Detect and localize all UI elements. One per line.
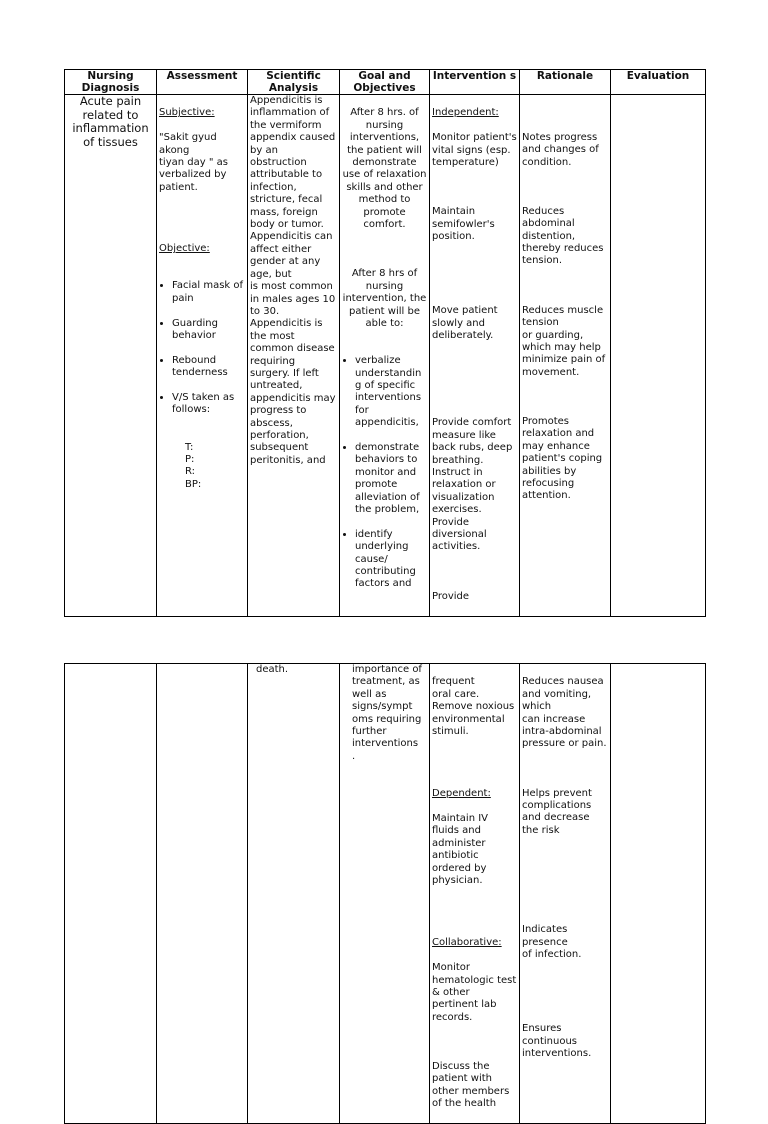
diagnosis-cell bbox=[65, 95, 157, 617]
evaluation-cell-cont bbox=[611, 664, 706, 1124]
evaluation-cell bbox=[611, 95, 706, 617]
objective-list bbox=[159, 268, 245, 429]
goals-cell bbox=[340, 95, 430, 617]
goal-1: After 8 hrs. of nursing interventions, the patient will demonstrate use of relaxation skills and other method to promote comfort. bbox=[342, 107, 427, 231]
list-item: • V/S taken as follows: bbox=[172, 392, 245, 417]
care-plan-table-page2 bbox=[64, 663, 706, 1124]
list-item: • identify underlying cause/ contributing factors and bbox=[355, 529, 427, 591]
diagnosis-text: Acute pain related to inflammation of tissues bbox=[72, 94, 149, 149]
rationale-3: Reduces muscle tension or guarding, which may help minimize pain of movement. bbox=[522, 304, 606, 378]
header-nursing-diagnosis: Nursing Diagnosis bbox=[65, 70, 157, 95]
care-plan-table-page1 bbox=[64, 69, 706, 617]
list-item: • Guarding behavior bbox=[172, 318, 245, 343]
vitals-list: T: P: R: BP: bbox=[185, 441, 202, 490]
analysis-cell-cont: death. bbox=[248, 664, 340, 1124]
table-row bbox=[65, 95, 706, 617]
assessment-cell-cont bbox=[157, 664, 248, 1124]
interventions-cell bbox=[430, 95, 520, 617]
list-item: • demonstrate behaviors to monitor and promote alleviation of the problem, bbox=[355, 442, 427, 516]
rationale-cont-4: Ensures continuous interventions. bbox=[522, 1023, 592, 1059]
intervention-5: Provide bbox=[432, 590, 470, 602]
header-scientific-analysis: Scientific Analysis bbox=[248, 70, 340, 95]
rationale-cell bbox=[520, 95, 611, 617]
subjective-text: "Sakit gyud akong tiyan day " as verbalized by patient. bbox=[159, 132, 228, 193]
goal-2: After 8 hrs of nursing intervention, the patient will be able to: bbox=[342, 268, 427, 329]
rationale-1: Notes progress and changes of condition. bbox=[522, 131, 599, 168]
subjective-label: Subjective: bbox=[159, 107, 215, 119]
diagnosis-cell-cont bbox=[65, 664, 157, 1124]
list-item: • verbalize understandin g of specific interventions for appendicitis, bbox=[355, 355, 427, 429]
intervention-2: Maintain semifowler's position. bbox=[432, 206, 495, 243]
list-item: • Rebound tenderness bbox=[172, 355, 245, 380]
list-item: • Facial mask of pain bbox=[172, 280, 245, 305]
rationale-2: Reduces abdominal distention, thereby reduces tension. bbox=[522, 205, 604, 267]
header-rationale: Rationale bbox=[520, 70, 611, 95]
dependent-label: Dependent: bbox=[432, 788, 491, 800]
independent-label: Independent: bbox=[432, 107, 499, 119]
intervention-1: Monitor patient's vital signs (esp. temperature) bbox=[432, 132, 517, 169]
interventions-cell-cont bbox=[430, 664, 520, 1124]
rationale-cont-1: Reduces nausea and vomiting, which can increase intra-abdominal pressure or pain. bbox=[522, 676, 607, 750]
table-row bbox=[65, 664, 706, 1124]
intervention-4: Provide comfort measure like back rubs, deep breathing. Instruct in relaxation or visualization exercises. Provide diversional activities. bbox=[432, 417, 513, 553]
objective-label: Objective: bbox=[159, 243, 210, 255]
collaborative-1: Monitor hematologic test & other pertinent lab records. bbox=[432, 962, 517, 1023]
dependent-intervention: Maintain IV fluids and administer antibiotic ordered by physician. bbox=[432, 813, 489, 887]
scientific-analysis-cell: Appendicitis is inflammation of the vermiform appendix caused by an obstruction attributable to infection, stricture, fecal mass, foreign body or tumor. Appendicitis can affect either gender at any age, but is most common in males ages 10 to 30. Appendicitis is the most common disease requiring surgery. If left untreated, appendicitis may progress to abscess, perforation, subsequent peritonitis, and bbox=[248, 95, 340, 617]
assessment-cell bbox=[157, 95, 248, 617]
header-row bbox=[65, 70, 706, 95]
header-assessment: Assessment bbox=[157, 70, 248, 95]
header-evaluation: Evaluation bbox=[611, 70, 706, 95]
header-interventions: Intervention s bbox=[430, 70, 520, 95]
header-goal-objectives: Goal and Objectives bbox=[340, 70, 430, 95]
intervention-cont: frequent oral care. Remove noxious environmental stimuli. bbox=[432, 676, 515, 738]
rationale-cell-cont bbox=[520, 664, 611, 1124]
rationale-cont-3: Indicates presence of infection. bbox=[522, 924, 582, 960]
rationale-cont-2: Helps prevent complications and decrease the risk bbox=[522, 787, 592, 836]
intervention-3: Move patient slowly and deliberately. bbox=[432, 305, 498, 342]
collaborative-label: Collaborative: bbox=[432, 937, 502, 949]
collaborative-2: Discuss the patient with other members of the health bbox=[432, 1060, 510, 1110]
goals-cell-cont: importance of treatment, as well as signs/sympt oms requiring further interventions . bbox=[340, 664, 430, 1124]
rationale-4: Promotes relaxation and may enhance patient's coping abilities by refocusing attention. bbox=[522, 415, 603, 502]
goal-items bbox=[342, 343, 427, 604]
